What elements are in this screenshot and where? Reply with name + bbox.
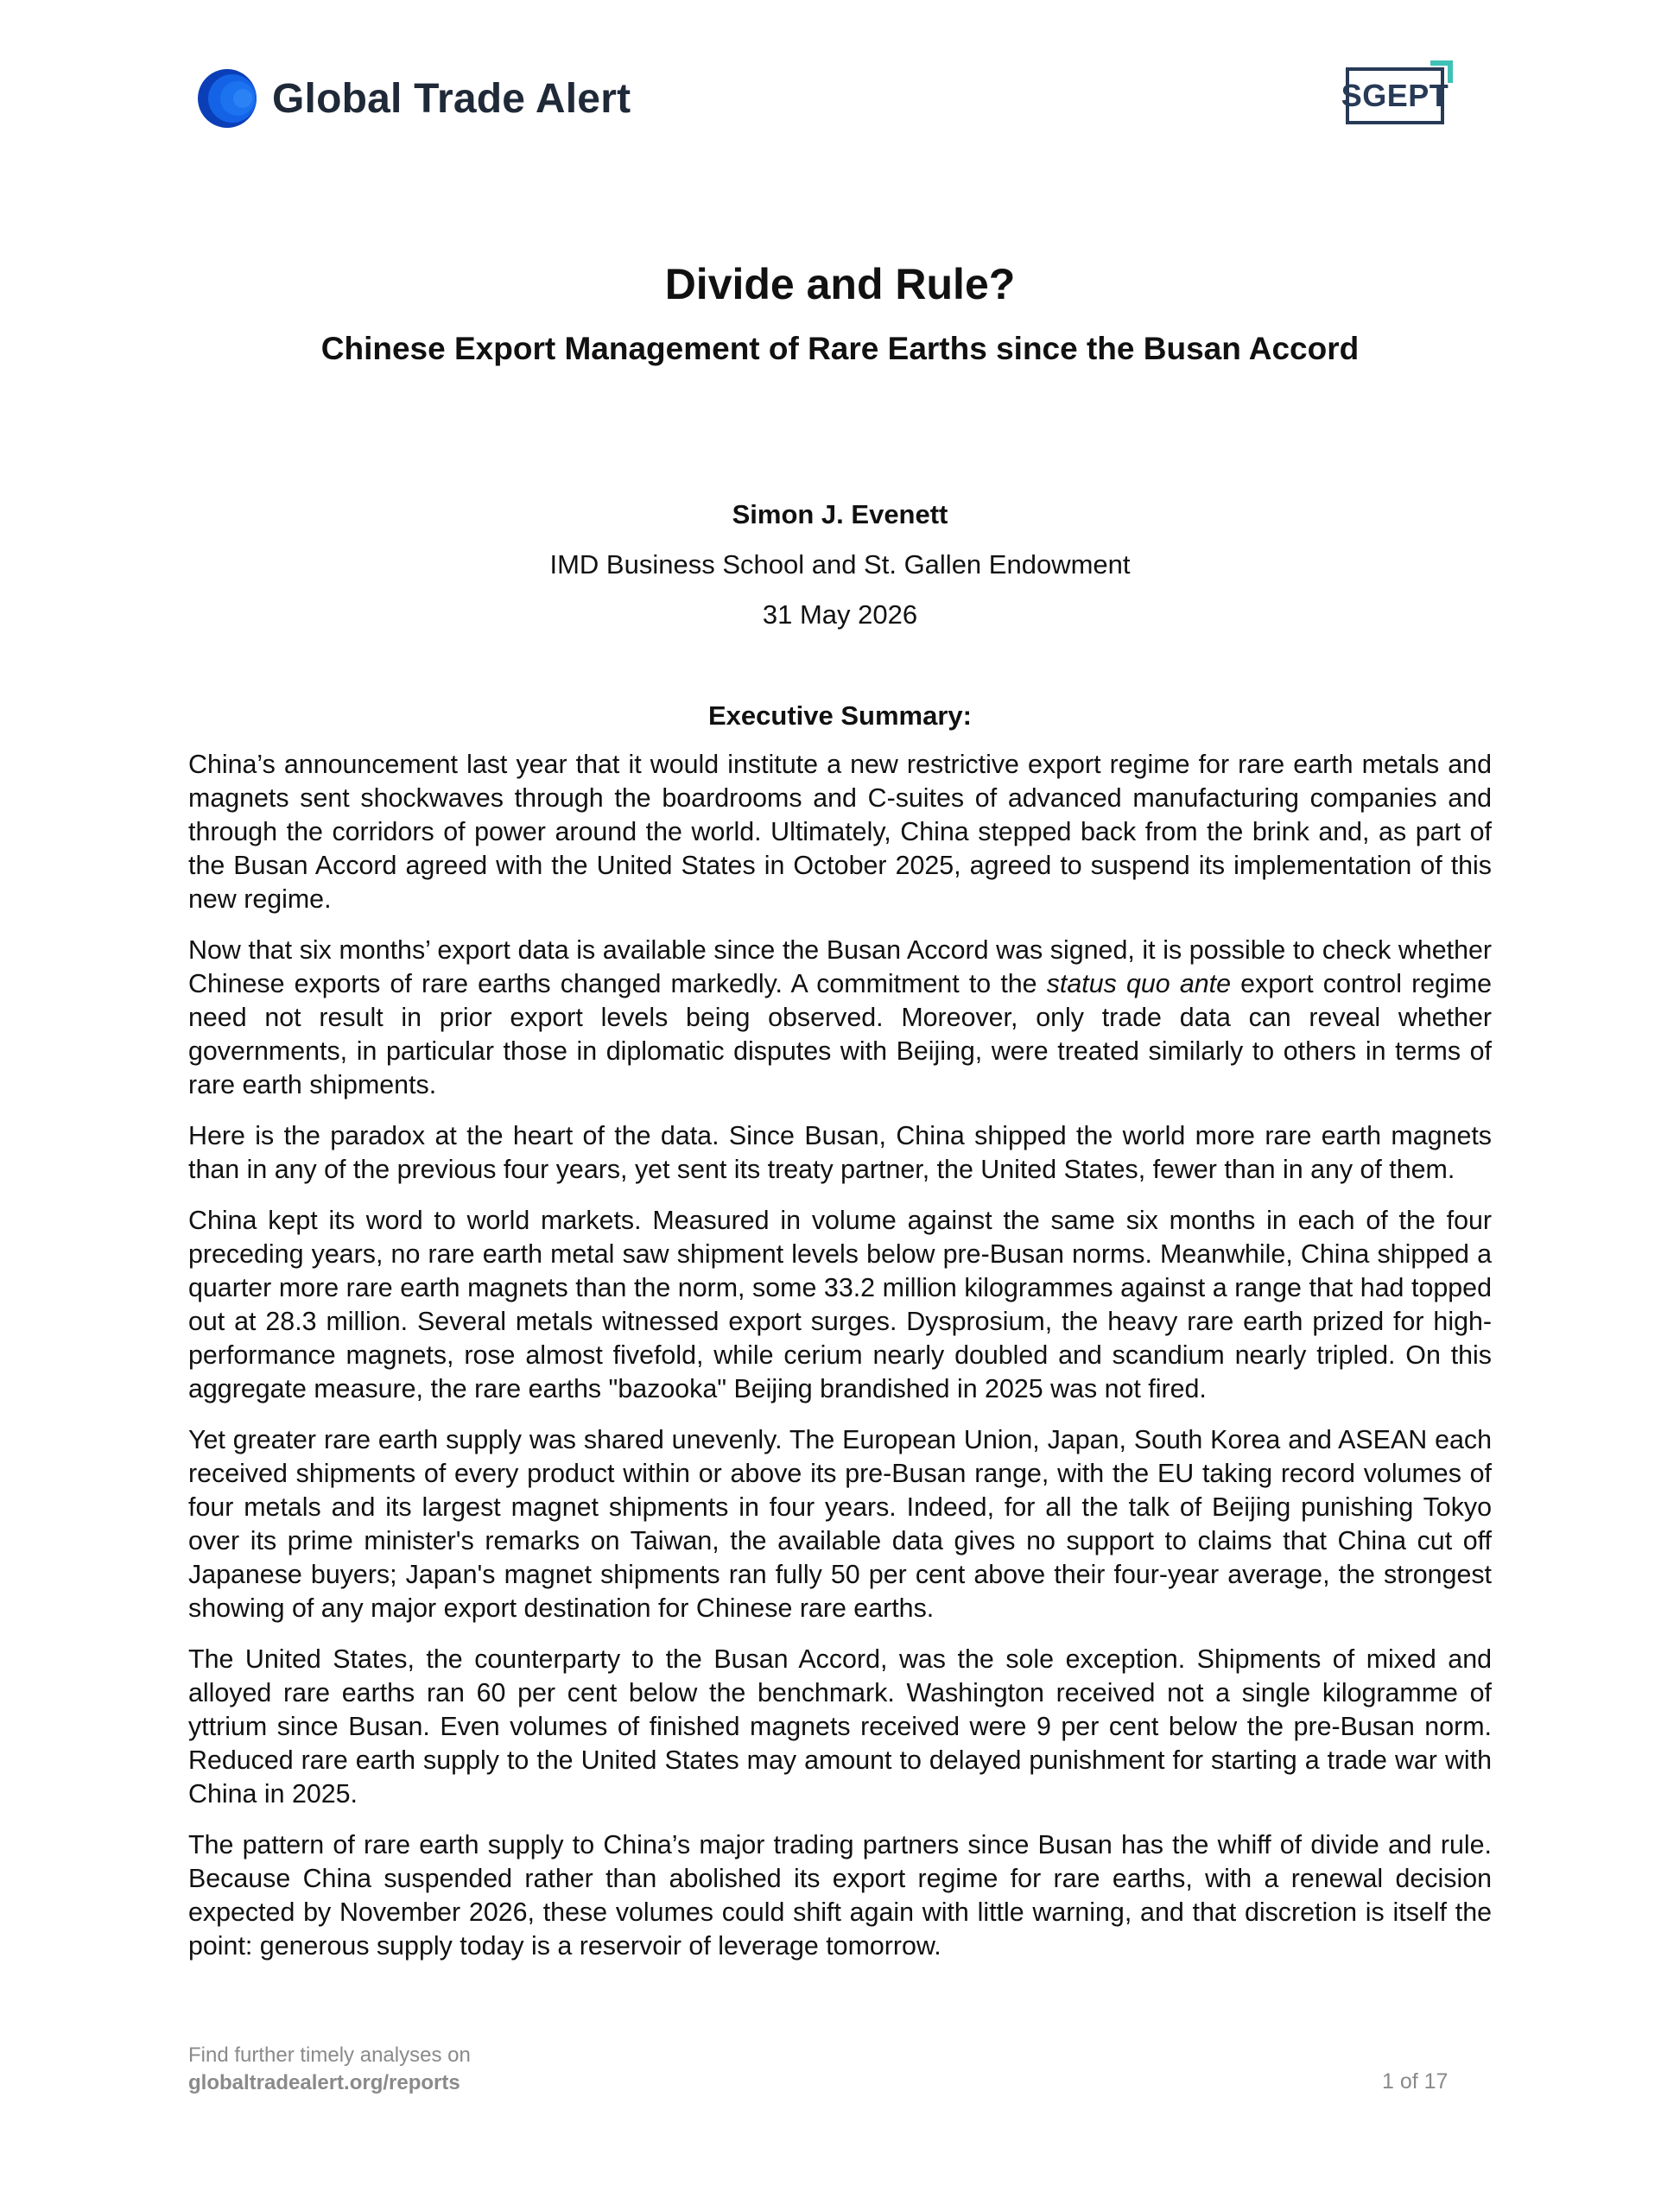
summary-paragraph-5: Yet greater rare earth supply was shared unevenly. The European Union, Japan, South Korea and ASEAN each received shipments of every product within or above its pre-Busan range, with the EU taking record volumes of four metals and its largest magnet shipments in four years. Indeed, for all the talk of Beijing punishing Tokyo over its prime minister's remarks on Taiwan, the available data gives no support to claims that China cut off Japanese buyers; Japan's magnet shipments ran fully 50 per cent above their four-year average, the strongest showing of any major export destination for Chinese rare earths.: [188, 1425, 1492, 1623]
sgept-logo-box: [1341, 67, 1449, 124]
executive-summary-body: [188, 748, 1492, 1980]
author-name: Simon J. Evenett: [732, 499, 948, 529]
status-quo-ante-emphasis: status quo ante: [1046, 969, 1231, 998]
summary-paragraph-7: The pattern of rare earth supply to China’s major trading partners since Busan has the whiff of divide and rule. Because China suspended rather than abolished its export regime for rare earths, with a renewal decision expected by November 2026, these volumes could shift again with little warning, and that discretion is itself the point: generous supply today is a reservoir of leverage tomorrow.: [188, 1830, 1492, 1961]
document-subtitle: Chinese Export Management of Rare Earths since the Busan Accord: [320, 331, 1360, 366]
summary-paragraph-4: China kept its word to world markets. Measured in volume against the same six months in each of the four preceding years, no rare earth metal saw shipment levels below pre-Busan norms. Meanwhile, China shipped a quarter more rare earth magnets than the norm, some 33.2 million kilogrammes against a range that had topped out at 28.3 million. Several metals witnessed export surges. Dysprosium, the heavy rare earth prized for high-performance magnets, rose almost fivefold, while cerium nearly doubled and scandium nearly tripled. On this aggregate measure, the rare earths "bazooka" Beijing brandished in 2025 was not fired.: [188, 1206, 1492, 1403]
global-trade-alert-logo: [194, 66, 631, 131]
reports-link[interactable]: globaltradealert.org/reports: [188, 2071, 460, 2094]
summary-paragraph-3: Here is the paradox at the heart of the data. Since Busan, China shipped the world more rare earth magnets than in any of the previous four years, yet sent its treaty partner, the United States, fewer than in any of them.: [188, 1121, 1492, 1184]
executive-summary-heading: Executive Summary:: [708, 700, 972, 731]
summary-paragraph-2: [188, 934, 1492, 1102]
page-number: 1 of 17: [1382, 2069, 1449, 2094]
summary-paragraph-2-part-b: export control regime need not result in prior export levels being observed. Moreover, only trade data can reveal whether governments, in particular those in diplomatic disputes with Beijing, were treated similarly to others in terms of rare earth shipments.: [188, 969, 1493, 1099]
summary-paragraph-1: China’s announcement last year that it would institute a new restrictive export regime for rare earth metals and magnets sent shockwaves through the boardrooms and C-suites of advanced manufacturing companies and through the corridors of power around the world. Ultimately, China stepped back from the brink and, as part of the Busan Accord agreed with the United States in October 2025, agreed to suspend its implementation of this new regime.: [188, 750, 1492, 914]
sgept-logo-text: SGEPT: [1341, 78, 1449, 113]
summary-paragraph-2-part-a: Now that six months’ export data is available since the Busan Accord was signed, it is possible to check whether Chinese exports of rare earths changed markedly. A commitment to the: [188, 935, 1492, 998]
document-title: Divide and Rule?: [664, 260, 1016, 308]
author-affiliation: IMD Business School and St. Gallen Endowment: [549, 549, 1131, 580]
sgept-logo: [1341, 60, 1453, 133]
footer-promo-text: Find further timely analyses on: [188, 2043, 471, 2067]
org-name: Global Trade Alert: [272, 75, 631, 122]
globe-logo-icon: [194, 66, 260, 131]
footer-promo: [188, 2042, 471, 2097]
summary-paragraph-6: The United States, the counterparty to the Busan Accord, was the sole exception. Shipments of mixed and alloyed rare earths ran 60 per cent below the benchmark. Washington received not a single kilogramme of yttrium since Busan. Even volumes of finished magnets received were 9 per cent below the pre-Busan norm. Reduced rare earth supply to the United States may amount to delayed punishment for starting a trade war with China in 2025.: [188, 1644, 1492, 1809]
publication-date: 31 May 2026: [762, 599, 918, 630]
